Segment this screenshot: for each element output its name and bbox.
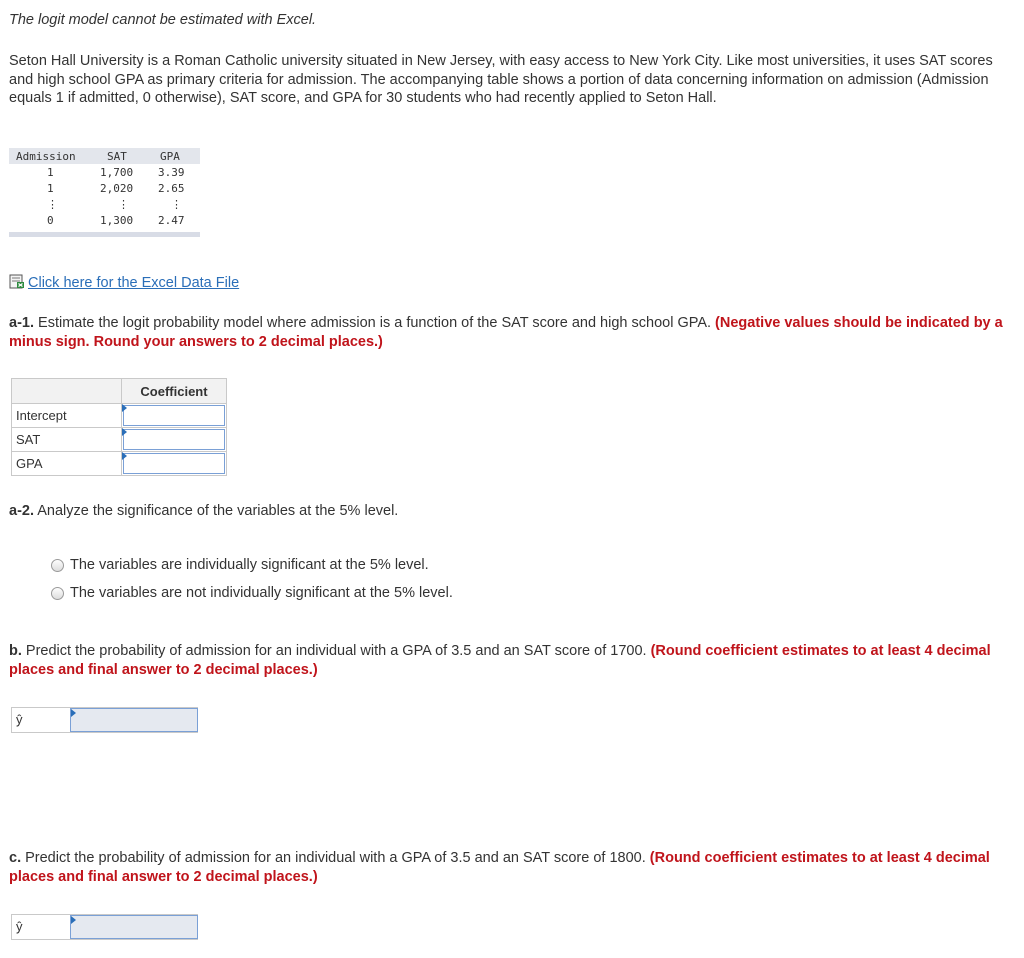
answer-flag-icon xyxy=(71,709,76,717)
question-c-label: c. xyxy=(9,850,22,866)
row-label-sat: SAT xyxy=(12,428,122,452)
answer-flag-icon xyxy=(122,404,127,412)
radio-option-not-significant[interactable] xyxy=(51,585,453,601)
cell-admission: 0 xyxy=(47,214,54,227)
question-c xyxy=(9,849,1014,887)
question-b xyxy=(9,642,1014,680)
yhat-label: ŷ xyxy=(12,915,73,939)
header-sat: SAT xyxy=(107,150,127,163)
excel-note: The logit model cannot be estimated with Excel. xyxy=(9,12,317,28)
yhat-label: ŷ xyxy=(12,708,73,732)
data-table-header xyxy=(9,148,200,164)
answer-flag-icon xyxy=(122,452,127,460)
radio-option-significant[interactable] xyxy=(51,557,429,573)
question-a1 xyxy=(9,314,1014,352)
question-a2-label: a-2. xyxy=(9,503,34,519)
question-a2 xyxy=(9,502,1014,521)
question-a2-text: Analyze the significance of the variables at the 5% level. xyxy=(34,503,399,519)
question-b-label: b. xyxy=(9,643,22,659)
excel-link-label[interactable]: Click here for the Excel Data File xyxy=(28,275,240,291)
cell-sat: 2,020 xyxy=(100,182,134,195)
row-label-gpa: GPA xyxy=(12,452,122,476)
excel-data-link[interactable] xyxy=(9,274,239,291)
coefficient-header: Coefficient xyxy=(122,379,227,404)
sat-input[interactable] xyxy=(123,429,225,450)
gpa-input-cell[interactable] xyxy=(122,452,227,476)
data-table xyxy=(9,148,200,237)
excel-file-icon xyxy=(9,274,25,289)
sat-input-cell[interactable] xyxy=(122,428,227,452)
cell-admission: 1 xyxy=(47,182,54,195)
answer-b-input[interactable] xyxy=(70,708,198,732)
cell-gpa: ⋮ xyxy=(171,198,182,211)
row-label-intercept: Intercept xyxy=(12,404,122,428)
coefficient-table-corner xyxy=(12,379,122,404)
header-gpa: GPA xyxy=(160,150,180,163)
question-b-text: Predict the probability of admission for an individual with a GPA of 3.5 and an SAT score of 1700. xyxy=(21,643,651,659)
answer-c-row xyxy=(11,914,198,940)
cell-gpa: 2.47 xyxy=(158,214,185,227)
cell-admission: 1 xyxy=(47,166,54,179)
question-a1-text: Estimate the logit probability model where admission is a function of the SAT score and high school GPA. xyxy=(34,315,716,331)
question-b-instruction: (Round coefficient estimates to at least 4 decimal places and final answer to 2 decimal places.) xyxy=(9,643,991,678)
radio-option-label[interactable]: The variables are not individually significant at the 5% level. xyxy=(70,585,453,601)
radio-button[interactable] xyxy=(51,559,64,572)
cell-admission: ⋮ xyxy=(47,198,58,211)
answer-b-row xyxy=(11,707,198,733)
question-c-instruction: (Round coefficient estimates to at least 4 decimal places and final answer to 2 decimal places.) xyxy=(9,850,990,885)
table-row xyxy=(9,196,200,212)
cell-gpa: 2.65 xyxy=(158,182,185,195)
question-c-text: Predict the probability of admission for an individual with a GPA of 3.5 and an SAT score of 1800. xyxy=(21,850,650,866)
gpa-input[interactable] xyxy=(123,453,225,474)
table-row xyxy=(9,164,200,180)
cell-sat: 1,700 xyxy=(100,166,134,179)
intercept-input-cell[interactable] xyxy=(122,404,227,428)
question-a1-label: a-1. xyxy=(9,315,34,331)
cell-sat: ⋮ xyxy=(118,198,129,211)
coefficient-table xyxy=(11,378,227,476)
intercept-input[interactable] xyxy=(123,405,225,426)
cell-gpa: 3.39 xyxy=(158,166,185,179)
table-row xyxy=(9,212,200,228)
table-row xyxy=(9,180,200,196)
answer-c-input[interactable] xyxy=(70,915,198,939)
header-admission: Admission xyxy=(16,150,76,163)
answer-flag-icon xyxy=(122,428,127,436)
table-footer-bar xyxy=(9,232,200,237)
answer-flag-icon xyxy=(71,916,76,924)
radio-button[interactable] xyxy=(51,587,64,600)
cell-sat: 1,300 xyxy=(100,214,134,227)
radio-option-label[interactable]: The variables are individually significant at the 5% level. xyxy=(70,557,429,573)
problem-description: Seton Hall University is a Roman Catholic university situated in New Jersey, with easy access to New York City. Like most universities, it uses SAT scores and high school GPA as primary criteria for admission. The accompanying table shows a portion of data concerning information on admission (Admission equals 1 if admitted, 0 otherwise), SAT score, and GPA for 30 students who had recently applied to Seton Hall. xyxy=(9,53,993,106)
question-a1-instruction: (Negative values should be indicated by a minus sign. Round your answers to 2 decimal places.) xyxy=(9,315,1003,350)
